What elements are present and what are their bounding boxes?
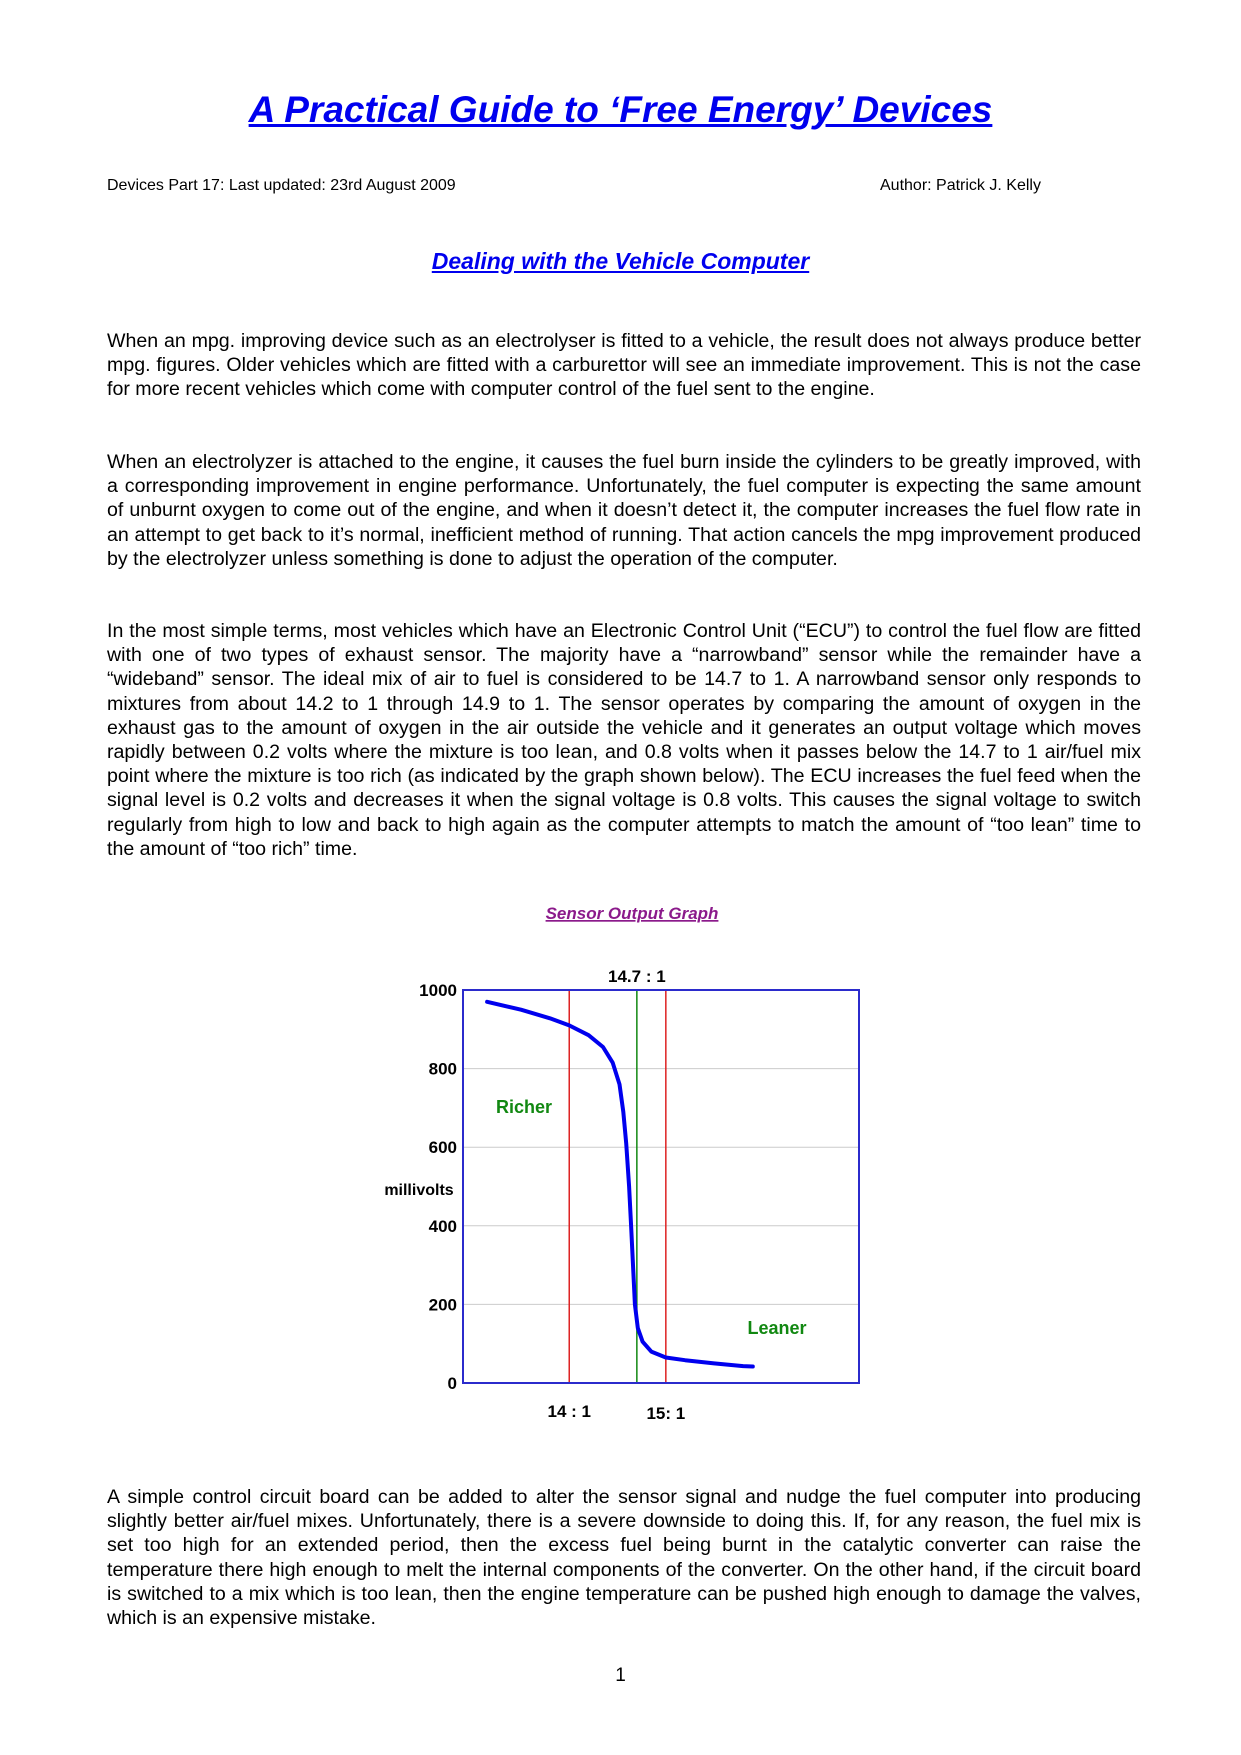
- y-tick-label: 200: [428, 1295, 457, 1315]
- x-marker-label: 15: 1: [646, 1404, 686, 1423]
- y-tick-label: 1000: [419, 981, 457, 1000]
- document-title: A Practical Guide to ‘Free Energy’ Devices: [248, 89, 993, 130]
- page-number: 1: [615, 1665, 626, 1686]
- paragraph-intro: When an mpg. improving device such as an electrolyser is fitted to a vehicle, the result does not always produce better mpg. figures. Older vehicles which are fitted with a carburettor will see an immediate improvement. This is not the case for more recent vehicles which come with computer control of the fuel sent to the engine.: [107, 330, 1141, 401]
- y-tick-label: 400: [428, 1216, 457, 1236]
- annotation-richer: Richer: [495, 1097, 553, 1117]
- annotation-leaner: Leaner: [747, 1318, 807, 1338]
- x-marker-label: 14 : 1: [547, 1402, 591, 1421]
- document-date-line: Devices Part 17: Last updated: 23rd August 2009: [107, 177, 456, 194]
- y-tick-label: 800: [428, 1059, 457, 1079]
- paragraph-sensor: In the most simple terms, most vehicles which have an Electronic Control Unit (“ECU”) to control the fuel flow are fitted with one of two types of exhaust sensor. The majority have a “narrowband” sensor while the remainder have a “wideband” sensor. The ideal mix of air to fuel is considered to be 14.7 to 1. A narrowband sensor only responds to mixtures from about 14.2 to 1 through 14.9 to 1. The sensor operates by comparing the amount of oxygen in the exhaust gas to the amount of oxygen in the air outside the vehicle and it generates an output voltage which moves rapidly between 0.2 volts where the mixture is too lean, and 0.8 volts when it passes below the 14.7 to 1 air/fuel mix point where the mixture is too rich (as indicated by the graph shown below). The ECU increases the fuel feed when the signal level is 0.2 volts and decreases it when the signal voltage is 0.8 volts. This causes the signal voltage to switch regularly from high to low and back to high again as the computer attempts to match the amount of “too lean” time to the amount of “too rich” time.: [107, 620, 1141, 860]
- y-axis-label: millivolts: [384, 1182, 454, 1199]
- chart-title: Sensor Output Graph: [545, 904, 719, 923]
- y-tick-label: 600: [428, 1138, 457, 1158]
- x-marker-label: 14.7 : 1: [608, 967, 666, 986]
- y-tick-label: 0: [447, 1374, 457, 1393]
- paragraph-electrolyzer: When an electrolyzer is attached to the engine, it causes the fuel burn inside the cylinders to be greatly improved, with a corresponding improvement in engine performance. Unfortunately, the fuel computer is expecting the same amount of unburnt oxygen to come out of the engine, and when it doesn’t detect it, the computer increases the fuel flow rate in an attempt to get back to it’s normal, inefficient method of running. That action cancels the mpg improvement produced by the electrolyzer unless something is done to adjust the operation of the computer.: [107, 451, 1141, 570]
- section-title: Dealing with the Vehicle Computer: [431, 248, 810, 274]
- sensor-output-chart: [370, 895, 870, 1450]
- document-author-line: Author: Patrick J. Kelly: [880, 177, 1041, 194]
- paragraph-control-board: A simple control circuit board can be added to alter the sensor signal and nudge the fuel computer into producing slightly better air/fuel mixes. Unfortunately, there is a severe downside to doing this. If, for any reason, the fuel mix is set too high for an extended period, then the excess fuel being burnt in the catalytic converter can raise the temperature there high enough to melt the internal components of the converter. On the other hand, if the circuit board is switched to a mix which is too lean, then the engine temperature can be pushed high enough to damage the valves, which is an expensive mistake.: [107, 1486, 1141, 1630]
